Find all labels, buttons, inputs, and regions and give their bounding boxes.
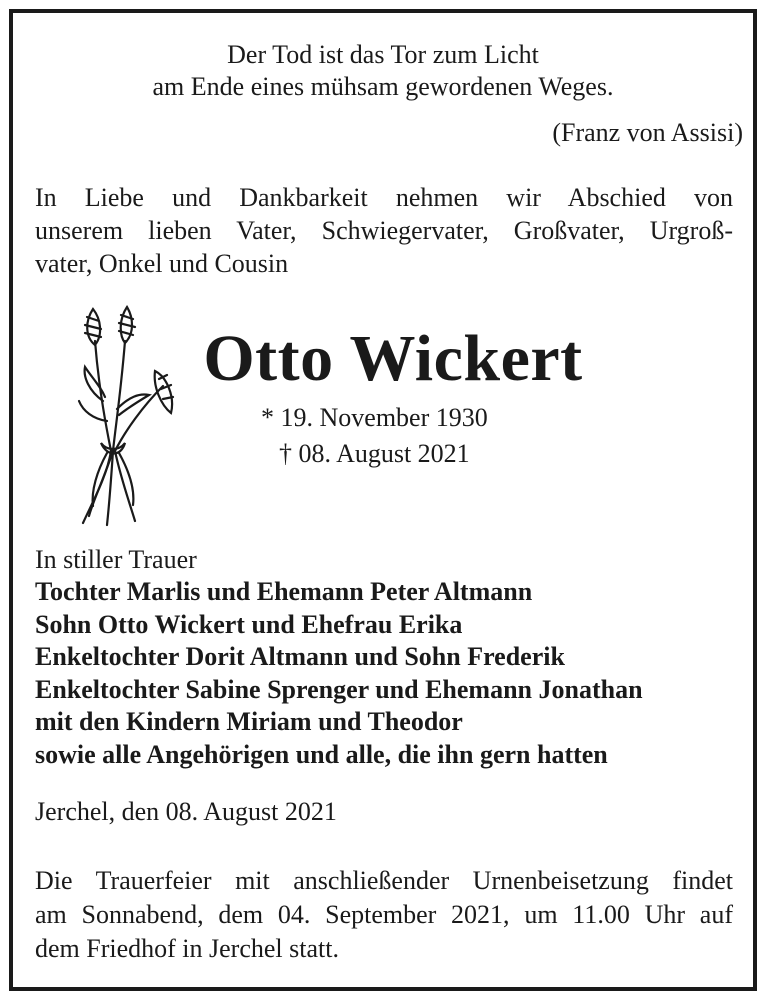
death-date: † 08. August 2021 bbox=[279, 439, 470, 468]
service-line: am Sonnabend, dem 04. September 2021, um 11.00 Uhr auf bbox=[35, 900, 733, 929]
obituary-notice bbox=[9, 9, 757, 991]
mourner-line: Sohn Otto Wickert und Ehefrau Erika bbox=[35, 609, 463, 639]
quote-line-1: Der Tod ist das Tor zum Licht bbox=[227, 40, 539, 69]
mourner-line: Enkeltochter Dorit Altmann und Sohn Frederik bbox=[35, 642, 565, 671]
mourner-line: sowie alle Angehörigen und alle, die ihn gern hatten bbox=[35, 739, 608, 769]
deceased-name: Otto Wickert bbox=[203, 322, 583, 395]
mourner-line: mit den Kindern Miriam und Theodor bbox=[35, 707, 463, 736]
mourning-heading bbox=[35, 543, 197, 576]
quote-line-2: am Ende eines mühsam gewordenen Weges. bbox=[152, 72, 614, 101]
place-date: Jerchel, den 08. August 2021 bbox=[35, 797, 337, 826]
intro-line: vater, Onkel und Cousin bbox=[35, 249, 289, 278]
service-info bbox=[35, 864, 733, 966]
service-line: dem Friedhof in Jerchel statt. bbox=[35, 934, 339, 963]
mourning-heading-text: In stiller Trauer bbox=[35, 545, 197, 574]
service-line: Die Trauerfeier mit anschließender Urnenbeisetzung findet bbox=[35, 866, 733, 895]
intro-line: unserem lieben Vater, Schwiegervater, Großvater, Urgroß- bbox=[35, 216, 733, 245]
quote-source: (Franz von Assisi) bbox=[552, 118, 743, 147]
mourner-line: Tochter Marlis und Ehemann Peter Altmann bbox=[35, 577, 533, 606]
mourner-line: Enkeltochter Sabine Sprenger und Ehemann Jonathan bbox=[35, 674, 643, 704]
intro-text bbox=[35, 181, 733, 280]
mourners-list bbox=[35, 576, 643, 771]
birth-date: * 19. November 1930 bbox=[261, 403, 488, 432]
intro-line: In Liebe und Dankbarkeit nehmen wir Abschied von bbox=[35, 183, 733, 212]
wheat-bundle-icon bbox=[63, 301, 183, 531]
